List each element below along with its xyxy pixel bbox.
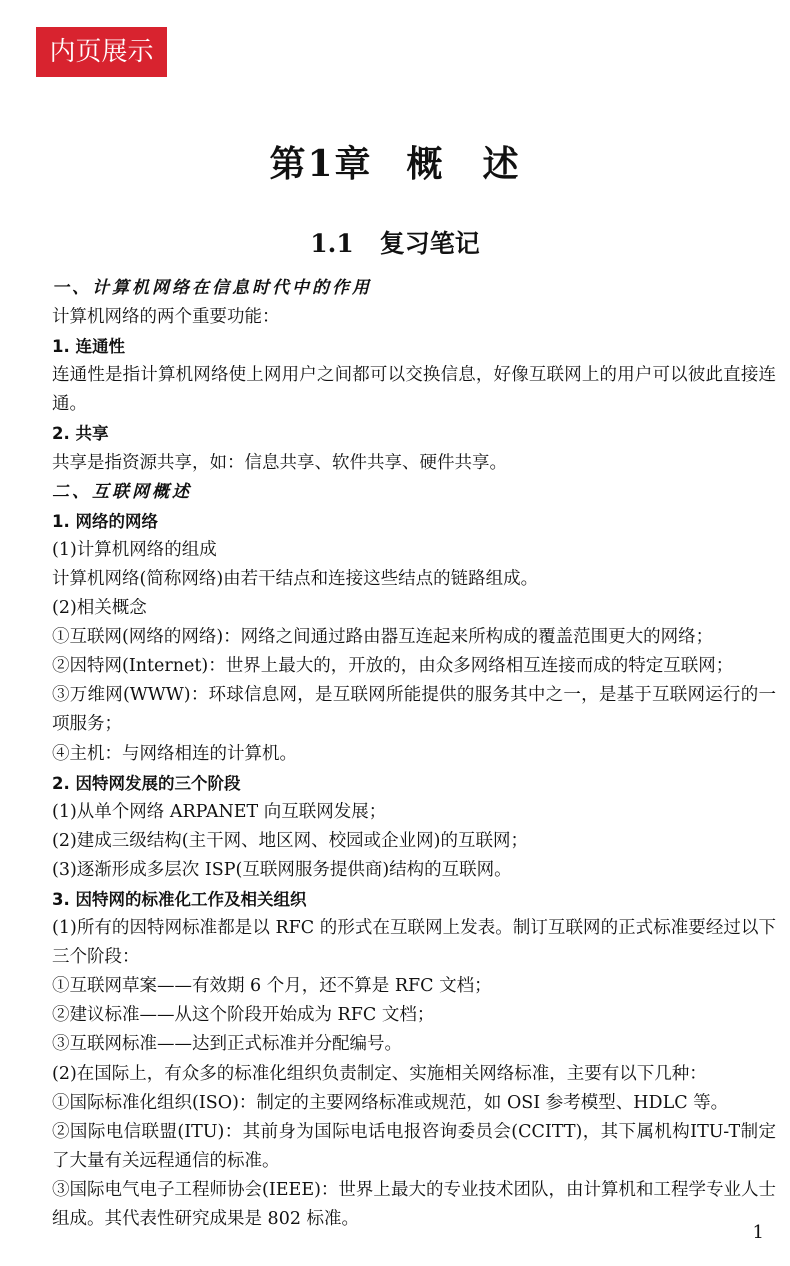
paragraph: ③万维网(WWW)：环球信息网，是互联网所能提供的服务其中之一，是基于互联网运行的一项服务； [52, 685, 776, 735]
paragraph: (1)计算机网络的组成 [52, 539, 217, 560]
chapter-name: 概 述 [406, 143, 521, 185]
heading-level-2: 1. 网络的网络 [52, 511, 158, 531]
paragraph: ④主机：与网络相连的计算机。 [52, 743, 297, 764]
paragraph: ②国际电信联盟(ITU)：其前身为国际电话电报咨询委员会(CCITT)，其下属机构ITU-T制定了大量有关远程通信的标准。 [52, 1121, 776, 1171]
page-preview-badge: 内页展示 [36, 27, 167, 77]
paragraph: (2)相关概念 [52, 598, 147, 619]
heading-level-1: 一、计算机网络在信息时代中的作用 [52, 278, 372, 298]
heading-level-2: 2. 因特网发展的三个阶段 [52, 773, 241, 793]
paragraph: 计算机网络的两个重要功能： [52, 307, 280, 328]
heading-level-2: 2. 共享 [52, 424, 109, 444]
chapter-title [0, 136, 790, 187]
paragraph: ①互联网草案——有效期 6 个月，还不算是 RFC 文档； [52, 976, 492, 997]
heading-level-1: 二、互联网概述 [52, 481, 192, 502]
paragraph: ②因特网(Internet)：世界上最大的，开放的，由众多网络相互连接而成的特定互联网； [52, 656, 734, 677]
paragraph: (3)逐渐形成多层次 ISP(互联网服务提供商)结构的互联网。 [52, 859, 512, 880]
paragraph: (1)从单个网络 ARPANET 向互联网发展； [52, 801, 387, 822]
paragraph: ①国际标准化组织(ISO)：制定的主要网络标准或规范，如 OSI 参考模型、HDLC 等。 [52, 1092, 729, 1113]
paragraph: ①互联网(网络的网络)：网络之间通过路由器互连起来所构成的覆盖范围更大的网络； [52, 627, 714, 648]
section-number: 1.1 [310, 229, 354, 258]
document-body [52, 274, 776, 1234]
section-title [0, 224, 790, 260]
paragraph: 计算机网络(简称网络)由若干结点和连接这些结点的链路组成。 [52, 568, 539, 589]
heading-level-2: 3. 因特网的标准化工作及相关组织 [52, 889, 307, 909]
paragraph: (2)在国际上，有众多的标准化组织负责制定、实施相关网络标准，主要有以下几种： [52, 1063, 707, 1084]
paragraph: ②建议标准——从这个阶段开始成为 RFC 文档； [52, 1005, 435, 1026]
paragraph: 连通性是指计算机网络使上网用户之间都可以交换信息，好像互联网上的用户可以彼此直接连通。 [52, 365, 776, 415]
section-name: 复习笔记 [379, 229, 480, 258]
heading-level-2: 1. 连通性 [52, 337, 125, 357]
paragraph: 共享是指资源共享，如：信息共享、软件共享、硬件共享。 [52, 452, 507, 473]
paragraph: (1)所有的因特网标准都是以 RFC 的形式在互联网上发表。制订互联网的正式标准要经过以下三个阶段： [52, 918, 776, 968]
paragraph: ③国际电气电子工程师协会(IEEE)：世界上最大的专业技术团队，由计算机和工程学专业人士组成。其代表性研究成果是 802 标准。 [52, 1179, 776, 1229]
chapter-number: 第1章 [269, 143, 373, 185]
page-number: 1 [752, 1222, 764, 1243]
paragraph: (2)建成三级结构(主干网、地区网、校园或企业网)的互联网； [52, 830, 528, 851]
paragraph: ③互联网标准——达到正式标准并分配编号。 [52, 1034, 402, 1055]
